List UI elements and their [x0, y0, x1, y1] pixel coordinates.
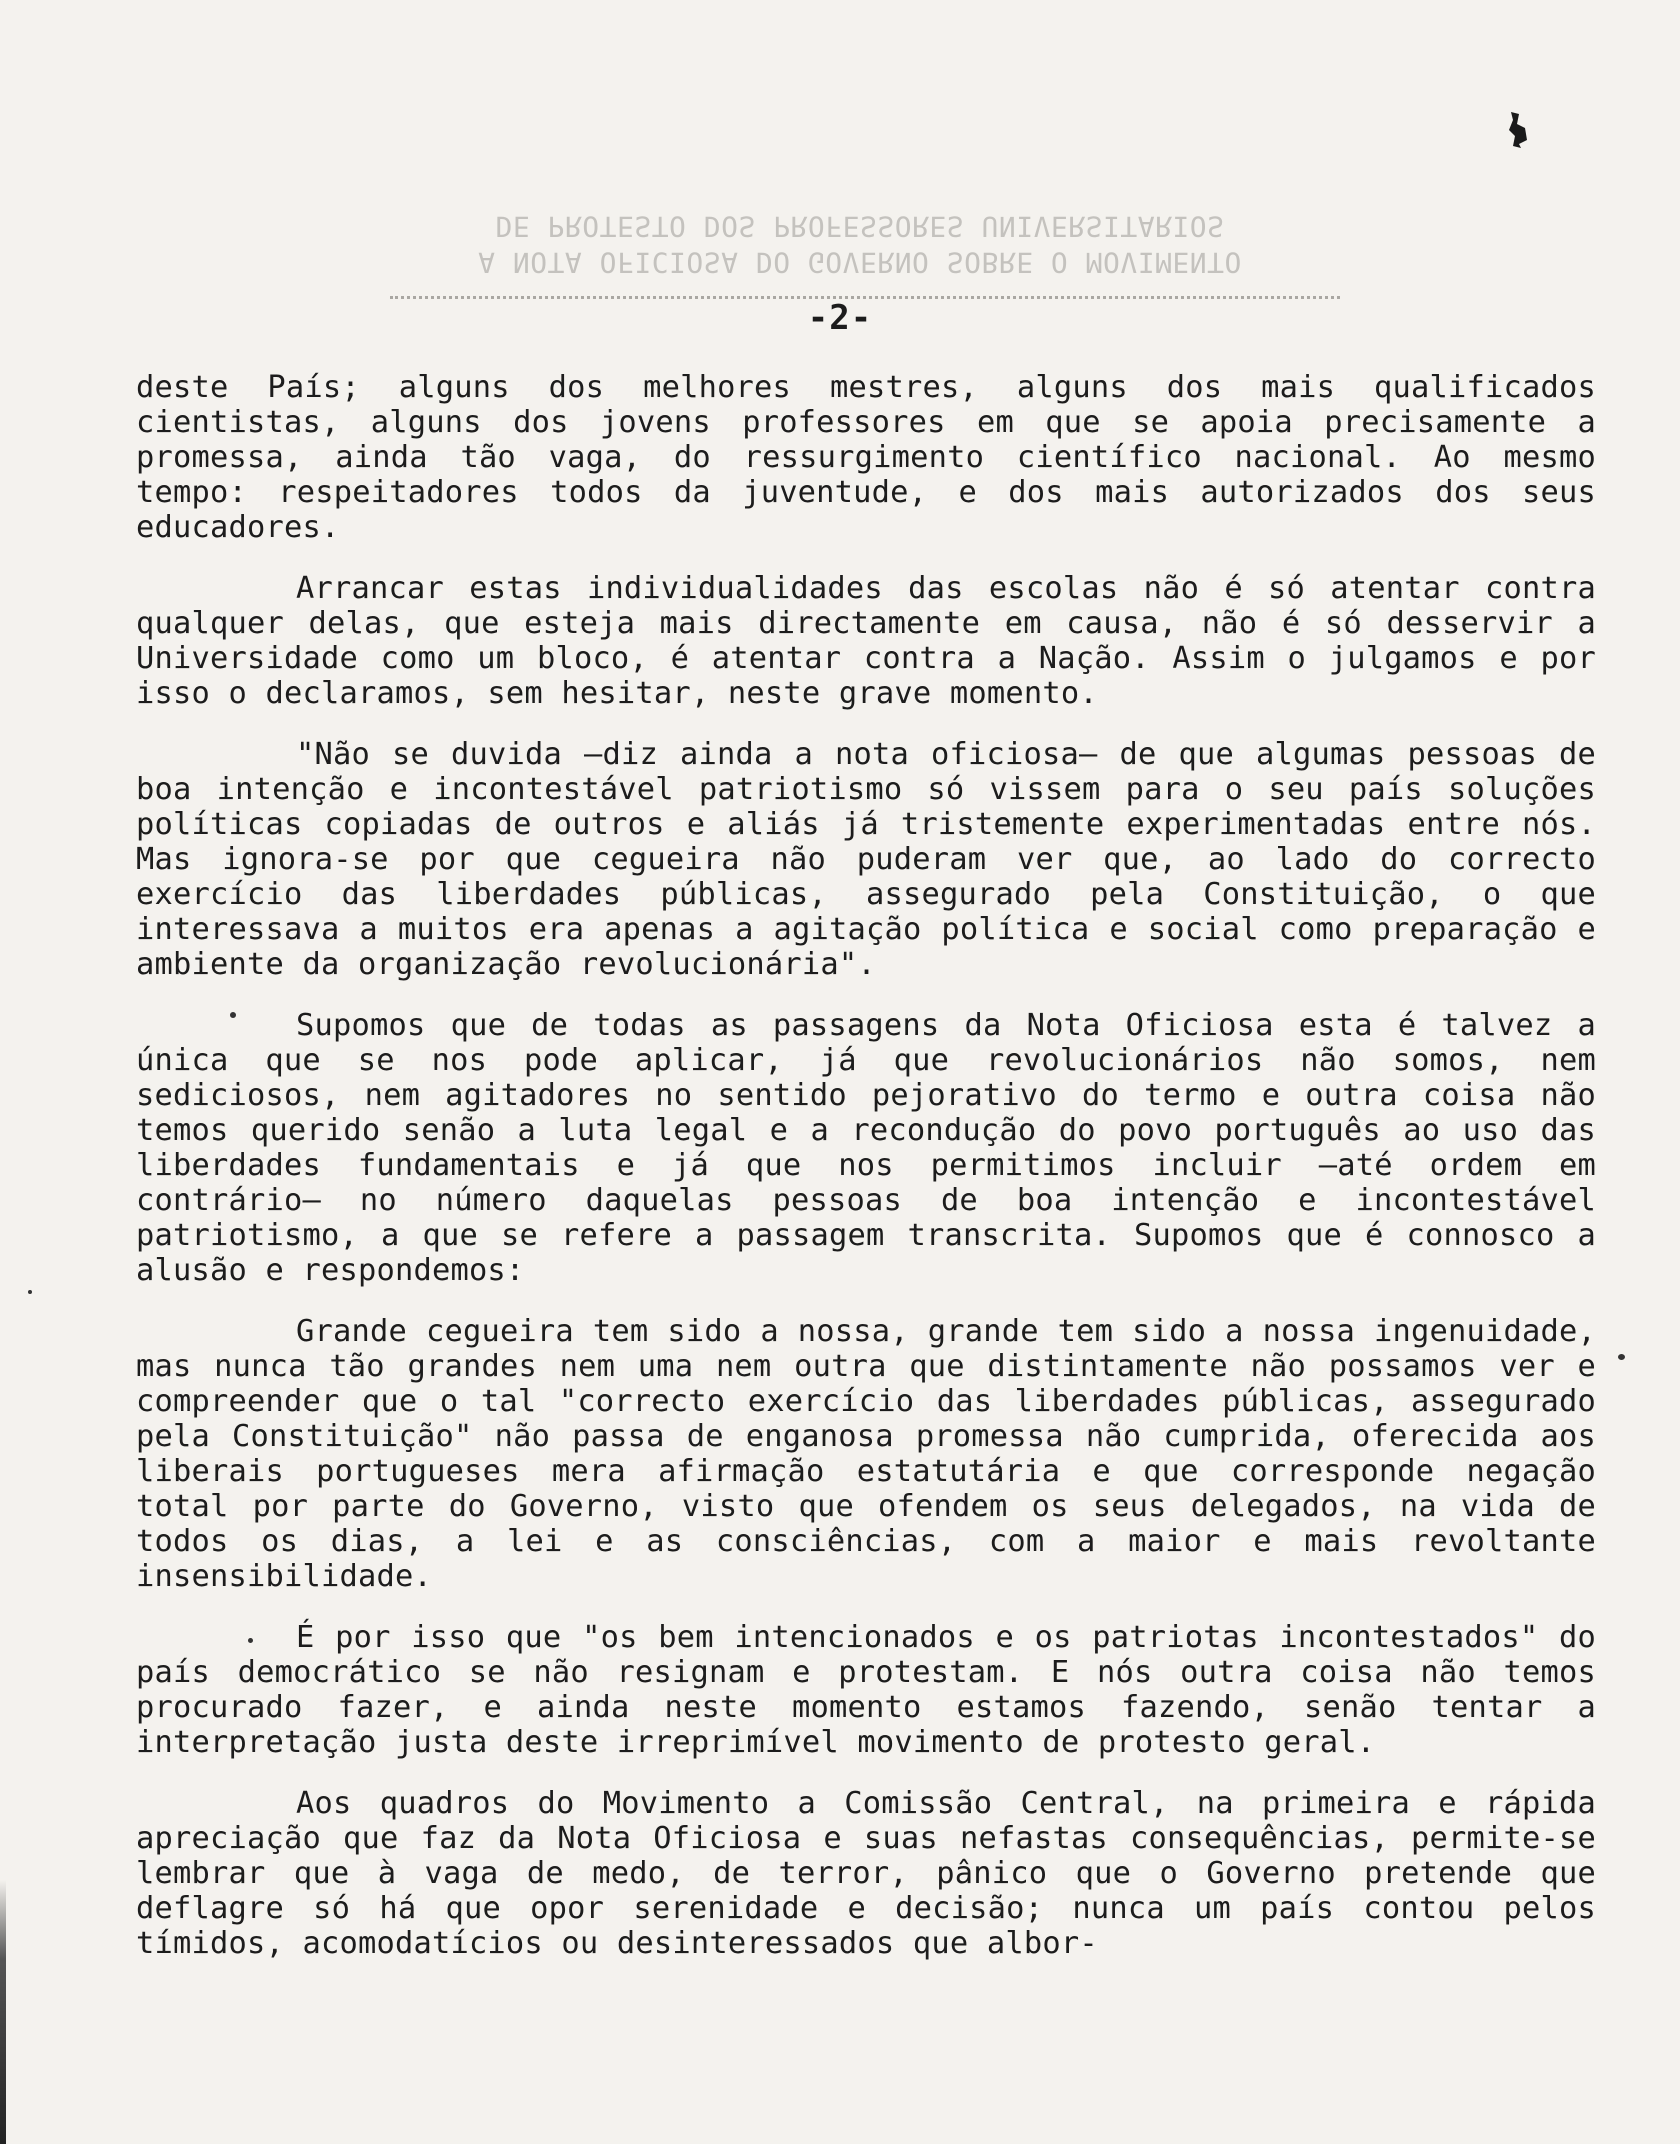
page-edge-shadow [0, 1880, 6, 2144]
ink-smudge-mark [1505, 110, 1531, 150]
document-body [136, 370, 1615, 1987]
paragraph-4: Supomos que de todas as passagens da Nota Oficiosa esta é talvez a única que se nos pode aplicar, já que revolucionários não somos, nem sediciosos, nem agitadores no sentido pejorativo do termo e outra coisa não temos querido senão a luta legal e a recondução do povo português ao uso das liberdades fundamentais e já que nos permitimos incluir —até ordem em contrário— no número daquelas pessoas de boa intenção e incontestável patriotismo, a que se refere a passagem transcrita. Supomos que é connosco a alusão e respondemos: [136, 1008, 1615, 1288]
faded-header-line-1: A NOTA OFICIOSA DO GOVERNO SOBRE O MOVIMENTO [478, 246, 1242, 279]
paragraph-1: deste País; alguns dos melhores mestres, alguns dos mais qualificados cientistas, alguns dos jovens professores em que se apoia precisamente a promessa, ainda tão vaga, do ressurgimento científico nacional. Ao mesmo tempo: respeitadores todos da juventude, e dos mais autorizados dos seus educadores. [136, 370, 1615, 545]
paragraph-2: Arrancar estas individualidades das escolas não é só atentar contra qualquer delas, que esteja mais directamente em causa, não é só desservir a Universidade como um bloco, é atentar contra a Nação. Assim o julgamos e por isso o declaramos, sem hesitar, neste grave momento. [136, 571, 1615, 711]
paragraph-7: Aos quadros do Movimento a Comissão Central, na primeira e rápida apreciação que faz da Nota Oficiosa e suas nefastas consequências, permite-se lembrar que à vaga de medo, de terror, pânico que o Governo pretende que deflagre só há que opor serenidade e decisão; nunca um país contou pelos tímidos, acomodatícios ou desinteressados que albor- [136, 1786, 1615, 1961]
page-number: -2- [807, 298, 873, 338]
paragraph-6: É por isso que "os bem intencionados e os patriotas incontestados" do país democrático se não resignam e protestam. E nós outra coisa não temos procurado fazer, e ainda neste momento estamos fazendo, senão tentar a interpretação justa deste irreprimível movimento de protesto geral. [136, 1620, 1615, 1760]
paragraph-3: "Não se duvida —diz ainda a nota oficiosa— de que algumas pessoas de boa intenção e incontestável patriotismo só vissem para o seu país soluções políticas copiadas de outros e aliás já tristemente experimentadas entre nós. Mas ignora-se por que cegueira não puderam ver que, ao lado do correcto exercício das liberdades públicas, assegurado pela Constituição, o que interessava a muitos era apenas a agitação política e social como preparação e ambiente da organização revolucionária". [136, 737, 1615, 982]
paper-speck [1618, 1354, 1625, 1360]
paper-speck [28, 1290, 32, 1294]
paragraph-5: Grande cegueira tem sido a nossa, grande tem sido a nossa ingenuidade, mas nunca tão grandes nem uma nem outra que distintamente não possamos ver e compreender que o tal "correcto exercício das liberdades públicas, assegurado pela Constituição" não passa de enganosa promessa não cumprida, oferecida aos liberais portugueses mera afirmação estatutária e que corresponde negação total por parte do Governo, visto que ofendem os seus delegados, na vida de todos os dias, a lei e as consciências, com a maior e mais revoltante insensibilidade. [136, 1314, 1615, 1594]
paper-speck [230, 1012, 236, 1018]
paper-speck [248, 1638, 253, 1643]
faded-header-line-2: DE PROTESTO DOS PROFESSORES UNIVERSITARIOS [495, 210, 1225, 243]
faded-header-bleedthrough [340, 208, 1380, 280]
